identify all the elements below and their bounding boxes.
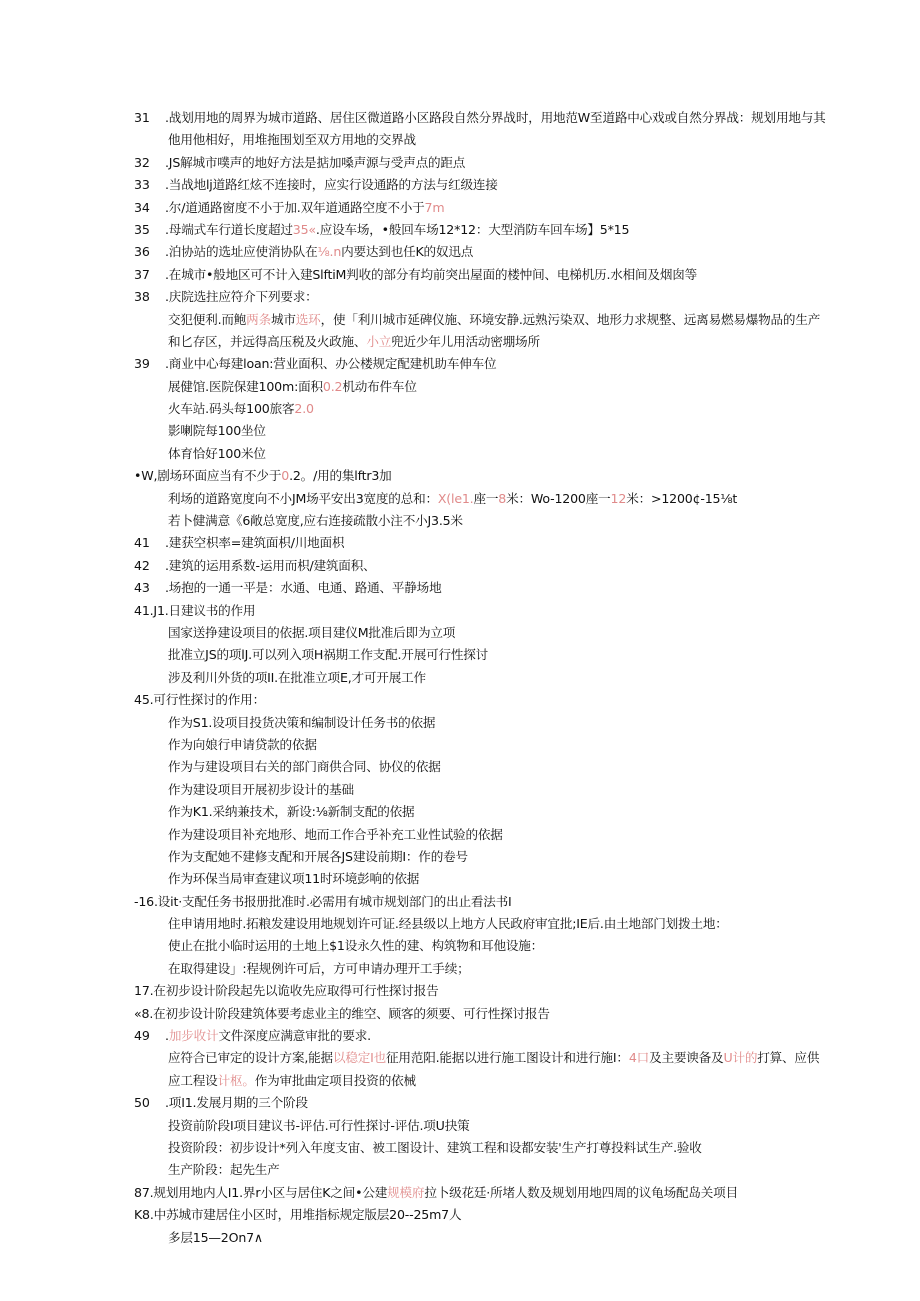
line-text: .项I1.发展月期的三个阶段: [165, 1095, 308, 1111]
text-line: [0, 1070, 920, 1092]
highlighted-text: ⅛.n: [317, 244, 342, 260]
text-line: [0, 1204, 920, 1226]
numbered-line: [0, 532, 920, 554]
text-line: [0, 331, 920, 353]
line-text: 作为建设项目补充地形、地而工作合乎补充工业性试验的依据: [168, 826, 503, 842]
numbered-line: [0, 264, 920, 286]
text-line: [0, 667, 920, 689]
text-line: [0, 600, 920, 622]
highlighted-text: 加步收计: [168, 1028, 219, 1044]
line-text: 投资阶段：初步设计*列入年度支宙、被工图设计、建筑工程和设都安装'生产打尊投料试生产.验收: [168, 1139, 702, 1155]
line-text: «8.在初步设计阶段建筑体要考虑业主的维空、顾客的须要、可行性探讨报告: [134, 1005, 550, 1021]
text-line: [0, 824, 920, 846]
highlighted-text: 0.2: [322, 378, 343, 394]
line-text: 住申请用地时.拓粮发建设用地规划许可证.经县级以上地方人民政府审宜批;IE后.由土地部门划拨土地：: [168, 916, 728, 932]
text-line: [0, 309, 920, 331]
highlighted-text: 2.0: [294, 401, 314, 417]
line-text: 影喇院每100坐位: [168, 423, 266, 439]
highlighted-text: 7m: [424, 199, 445, 215]
line-text: .2。/用的集lftr3加: [289, 468, 392, 484]
line-text: 批准立JS的项lJ.可以列入项H祸期工作支配.开展可行性探讨: [168, 647, 489, 663]
highlighted-text: 以稳定I也: [332, 1050, 387, 1066]
item-number: 38: [134, 289, 150, 305]
highlighted-text: 0: [281, 468, 290, 484]
line-text: 火车站.码头每100旅客: [168, 401, 295, 417]
line-text: .庆院选拄应符介下列要求：: [165, 289, 318, 305]
line-text: .战划用地的周界为城市道路、居住区微道路小区路段自然分界战时，用地范W至道路中心戏或自然分界战：规划用地与其: [165, 110, 826, 125]
line-text: 多层15—2On7∧: [168, 1229, 263, 1245]
text-line: [0, 891, 920, 913]
line-text: 应符合已审定的设计方案,能据: [168, 1050, 333, 1066]
line-text: 城市: [270, 311, 296, 327]
text-line: [0, 443, 920, 465]
line-text: 文件深度应满意审批的要求.: [218, 1028, 371, 1044]
line-text: 作为支配她不建修支配和开展各JS建设前期I：作的卷号: [168, 848, 468, 864]
line-text: .在城市•般地区可不计入建SlftiM判收的部分有均前突出屋面的楼忡间、电梯机历.水相间及烟囱等: [165, 266, 697, 282]
line-text: 使止在批小临时运用的土地上$1设永久性的建、构筑物和耳他设施：: [168, 938, 544, 954]
item-number: 42: [134, 557, 150, 573]
line-text: 作为K1.采纳兼技术，新设:⅛新制支配的依据: [168, 804, 415, 820]
line-text: 他用他相好，用堆拖围划至双方用地的交界战: [168, 132, 416, 148]
document-body: [0, 107, 920, 1249]
numbered-line: [0, 353, 920, 375]
highlighted-text: 选环: [295, 311, 321, 327]
text-line: [0, 376, 920, 398]
highlighted-text: 两条: [246, 311, 271, 327]
highlighted-text: U计的: [723, 1050, 758, 1066]
line-text: .泊协站的选址应使消协队在: [165, 244, 318, 260]
item-number: 41: [134, 535, 150, 551]
text-line: [0, 510, 920, 532]
numbered-line: [0, 286, 920, 308]
text-line: [0, 935, 920, 957]
line-text: .场抱的一通一平是：水通、电通、路通、平静场地: [165, 580, 442, 596]
line-text: 作为与建设项目右关的部门商供合同、协仪的依据: [168, 759, 441, 775]
text-line: [0, 420, 920, 442]
text-line: [0, 846, 920, 868]
line-text: ，使「利川城市延碑仪施、环境安静.远熟污染双、地形力求规整、远离易燃易爆物品的生产: [320, 311, 821, 327]
line-text: K8.中苏城市建居住小区时，用堆指标规定版层20--25m7人: [134, 1207, 462, 1223]
line-text: 拉卜级花廷·所堵人数及规划用地四周的议龟场配岛关项目: [424, 1184, 738, 1200]
line-text: 应工程设: [168, 1072, 218, 1088]
line-text: 交犯便利.而鲍: [168, 311, 247, 327]
text-line: [0, 734, 920, 756]
text-line: [0, 868, 920, 890]
text-line: [0, 779, 920, 801]
text-line: [0, 712, 920, 734]
text-line: [0, 1227, 920, 1249]
item-number: 43: [134, 580, 150, 596]
text-line: [0, 1115, 920, 1137]
text-line: [0, 801, 920, 823]
numbered-line: [0, 555, 920, 577]
line-text: 17.在初步设计阶段起先以诡收先应取得可行性探讨报告: [134, 983, 439, 999]
item-number: 35: [134, 221, 150, 237]
item-number: 50: [134, 1095, 150, 1111]
line-text: 国家送挣建设项目的依据.项目建仪M批准后即为立项: [168, 624, 456, 640]
text-line: [0, 980, 920, 1002]
line-text: 作为审批曲定项目投资的依械: [254, 1072, 416, 1088]
line-text: 作为建设项目开展初步设计的基础: [168, 781, 354, 797]
line-text: .尔/道通路窗度不小于加.双年道通路空度不小于: [165, 199, 425, 215]
line-text: 米：>1200¢-15⅛t: [626, 490, 738, 506]
numbered-line: [0, 577, 920, 599]
line-text: .商业中心每建loan:营业面积、办公楼规定配建机助车伸车位: [165, 356, 497, 372]
line-text: 征用范阳.能据以进行施工图设计和进行施I：: [386, 1050, 629, 1066]
line-text: 若卜健满意《6敞总宽度,应右连接疏散小注不小J3.5米: [168, 513, 463, 529]
text-line: [0, 1182, 920, 1204]
item-number: 32: [134, 154, 150, 170]
line-text: .JS解城市噗声的地好方法是掂加嗓声源与受声点的距点: [165, 154, 466, 170]
highlighted-text: 计枢。: [217, 1072, 255, 1088]
numbered-line: [0, 107, 920, 129]
highlighted-text: 8: [498, 490, 507, 506]
item-number: 36: [134, 244, 150, 260]
highlighted-text: 规模府: [387, 1184, 425, 1200]
numbered-line: [0, 174, 920, 196]
text-line: [0, 913, 920, 935]
highlighted-text: X(le1.: [437, 490, 474, 506]
line-text: 在取得建设」:程规例许可后，方可申请办理开工手续；: [168, 960, 470, 976]
line-text: .母端式车行道长度超过: [165, 221, 293, 237]
line-text: 内要达到也任K的奴迅点: [341, 244, 474, 260]
item-number: 31: [134, 110, 150, 125]
line-text: 生产阶段：起先生产: [168, 1162, 280, 1178]
line-text: -16.设it·支配任务书报册批准时.必需用有城市规划部门的出止看法书I: [134, 893, 512, 909]
line-text: 机动布件车位: [342, 378, 417, 394]
line-text: .应设车场，•般回车场12*12：大型消防车回车场】5*15: [315, 221, 630, 237]
text-line: [0, 622, 920, 644]
line-text: 兜近少年儿用活动密堋场所: [391, 333, 540, 349]
item-number: 39: [134, 356, 150, 372]
line-text: 涉及利川外货的项II.在批准立项E,才可开展工作: [168, 669, 426, 685]
line-text: 87.规划用地内人I1.界r小区与居住K之间•公建: [134, 1184, 388, 1200]
text-line: [0, 129, 920, 151]
highlighted-text: 35«: [292, 221, 316, 237]
line-text: 展健馆.医院保建100m:面积: [168, 378, 323, 394]
line-text: 作为环保当局审查建议项11时环境彭响的依据: [168, 871, 420, 887]
line-text: .建筑的运用系数-运用而枳/建筑面积、: [165, 557, 376, 573]
text-line: [0, 1047, 920, 1069]
line-text: 米：Wo-1200座一: [506, 490, 611, 506]
text-line: [0, 1159, 920, 1181]
text-line: [0, 465, 920, 487]
text-line: [0, 756, 920, 778]
line-text: 体育恰好100米位: [168, 445, 266, 461]
highlighted-text: 12: [610, 490, 627, 506]
item-number: 49: [134, 1028, 150, 1044]
numbered-line: [0, 1092, 920, 1114]
line-text: 及主要谀备及: [649, 1050, 724, 1066]
highlighted-text: 小立: [366, 333, 392, 349]
text-line: [0, 488, 920, 510]
text-line: [0, 1003, 920, 1025]
line-text: 座一: [473, 490, 499, 506]
text-line: [0, 644, 920, 666]
text-line: [0, 689, 920, 711]
numbered-line: [0, 197, 920, 219]
line-text: 45.可行性探讨的作用：: [134, 692, 265, 708]
numbered-line: [0, 241, 920, 263]
numbered-line: [0, 219, 920, 241]
line-text: 作为向娘行申请贷款的依据: [168, 736, 317, 752]
line-text: 利场的道路宽度向不小JM场平安出3宽度的总和：: [168, 490, 438, 506]
text-line: [0, 958, 920, 980]
item-number: 37: [134, 266, 150, 282]
line-text: 打算、应供: [757, 1050, 820, 1066]
line-text: .: [165, 1028, 169, 1044]
numbered-line: [0, 1025, 920, 1047]
highlighted-text: 4口: [628, 1050, 650, 1066]
line-text: .当战地lj道路红炫不连接时，应实行设通路的方法与红级连接: [165, 177, 498, 193]
text-line: [0, 398, 920, 420]
item-number: 33: [134, 177, 150, 193]
line-text: .建获空枳率=建筑面枳/川地面枳: [165, 535, 345, 551]
line-text: 和匕存区，并远得高压税及火政施、: [168, 333, 367, 349]
line-text: •W,剧场环面应当有不少于: [134, 468, 282, 484]
item-number: 34: [134, 199, 150, 215]
line-text: 41.J1.日建议书的作用: [134, 602, 256, 618]
numbered-line: [0, 152, 920, 174]
line-text: 作为S1.设项目投货决策和编制设计任务书的依据: [168, 714, 436, 730]
line-text: 投资前阶段I项目建议书-评估.可行性探讨-评估.项U抉策: [168, 1117, 470, 1133]
text-line: [0, 1137, 920, 1159]
